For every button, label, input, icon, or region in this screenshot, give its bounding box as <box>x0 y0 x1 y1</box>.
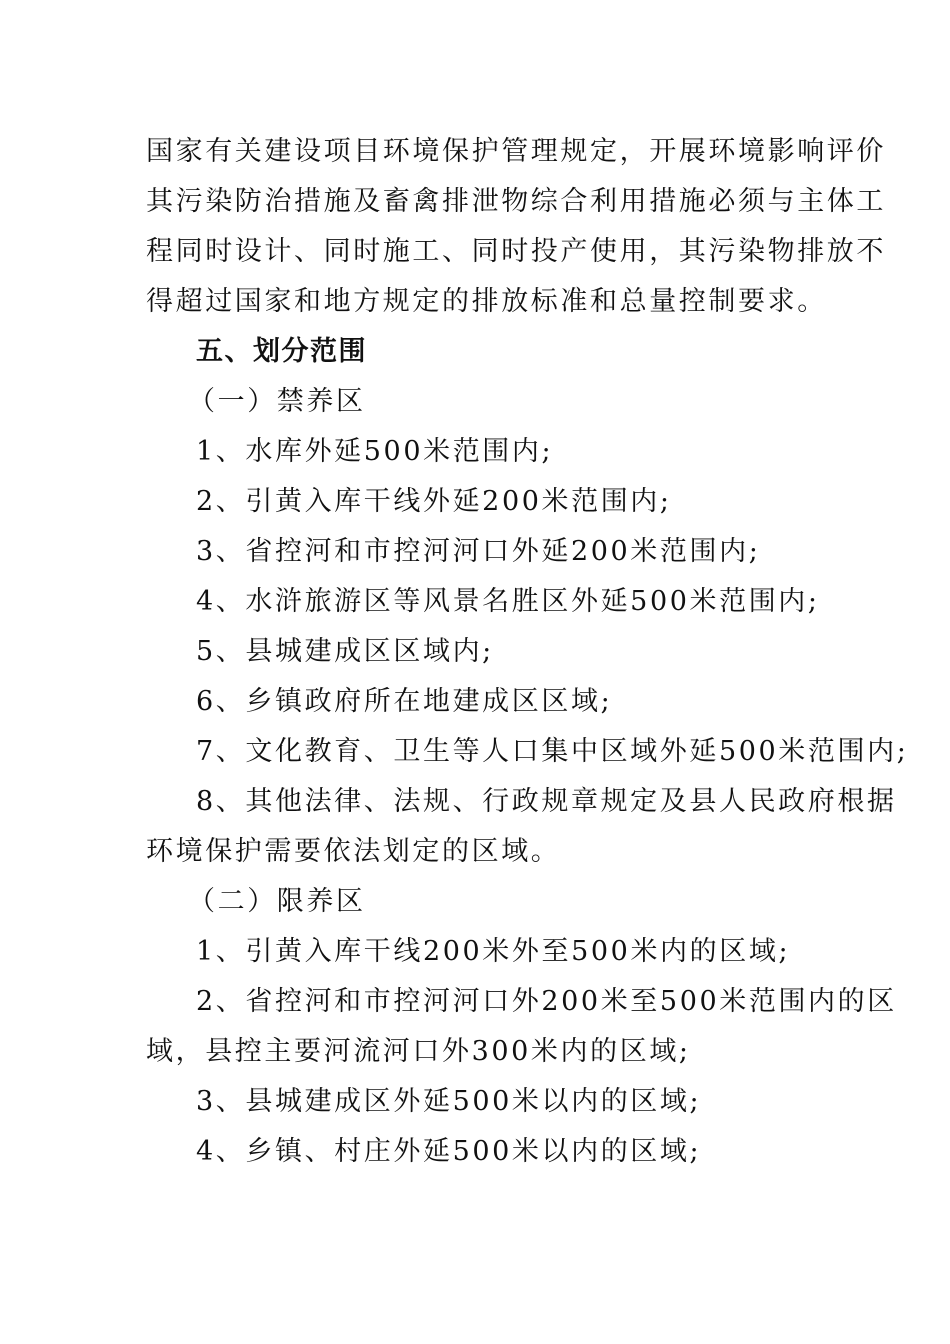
paragraph-line: 其污染防治措施及畜禽排泄物综合利用措施必须与主体工 <box>146 186 886 217</box>
subsection-heading-forbidden: （一）禁养区 <box>188 386 366 417</box>
section-heading: 五、划分范围 <box>196 336 367 367</box>
list-item: 1、引黄入库干线200米外至500米内的区域; <box>196 936 791 967</box>
list-item: 5、县城建成区区域内; <box>196 636 494 667</box>
list-item-continuation: 域，县控主要河流河口外300米内的区域; <box>146 1036 691 1067</box>
list-item: 4、乡镇、村庄外延500米以内的区域; <box>196 1136 702 1167</box>
list-item-continuation: 环境保护需要依法划定的区域。 <box>146 836 561 867</box>
subsection-heading-restricted: （二）限养区 <box>188 886 366 917</box>
list-item: 4、水浒旅游区等风景名胜区外延500米范围内; <box>196 586 820 617</box>
list-item: 1、水库外延500米范围内; <box>196 436 554 467</box>
list-item: 2、引黄入库干线外延200米范围内; <box>196 486 672 517</box>
paragraph-line: 得超过国家和地方规定的排放标准和总量控制要求。 <box>146 286 827 317</box>
paragraph-line: 程同时设计、同时施工、同时投产使用，其污染物排放不 <box>146 236 886 267</box>
list-item: 3、省控河和市控河河口外延200米范围内; <box>196 536 761 567</box>
list-item: 7、文化教育、卫生等人口集中区域外延500米范围内; <box>196 736 909 767</box>
list-item: 3、县城建成区外延500米以内的区域; <box>196 1086 702 1117</box>
list-item: 8、其他法律、法规、行政规章规定及县人民政府根据 <box>196 786 897 817</box>
list-item: 2、省控河和市控河河口外200米至500米范围内的区 <box>196 986 897 1017</box>
list-item: 6、乡镇政府所在地建成区区域; <box>196 686 613 717</box>
paragraph-line: 国家有关建设项目环境保护管理规定，开展环境影响评价 <box>146 136 886 167</box>
